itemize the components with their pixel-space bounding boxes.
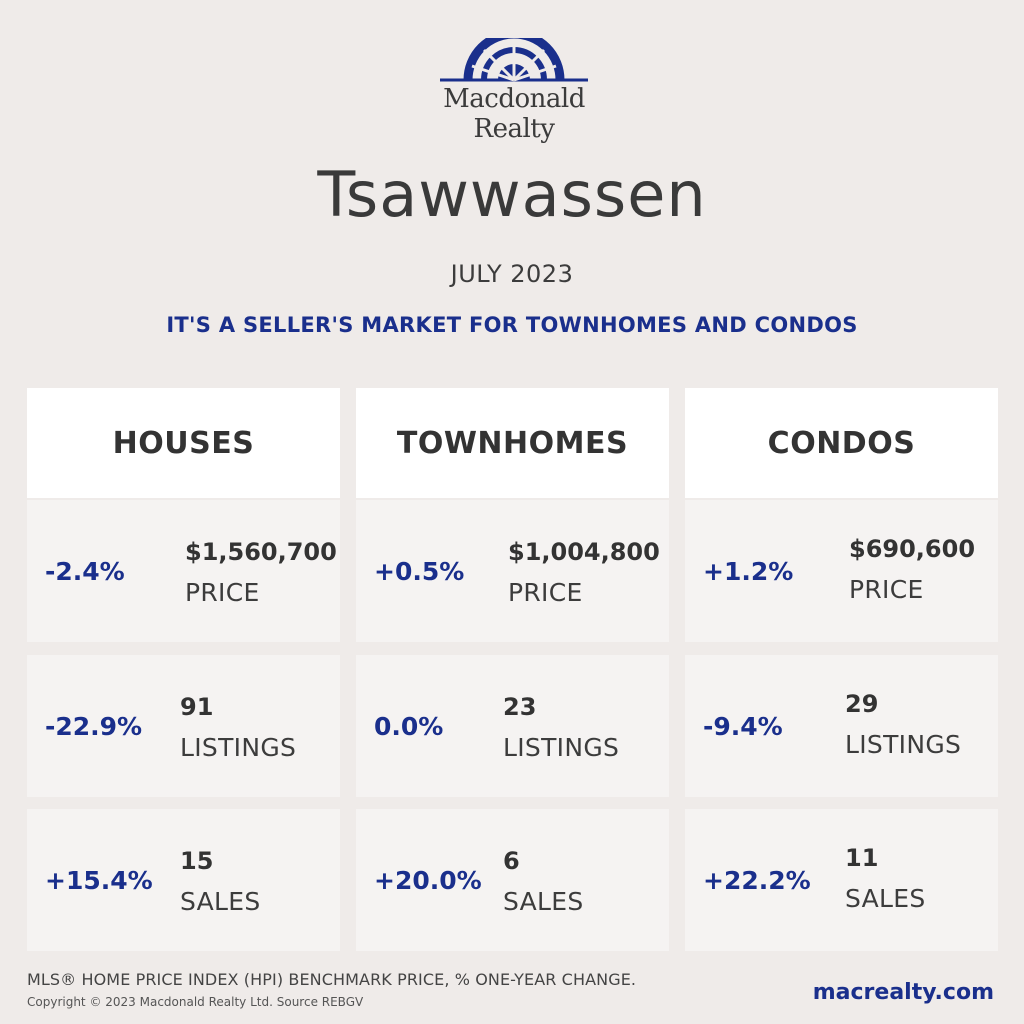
stat-card-price [685, 500, 998, 642]
stat-card-sales [356, 809, 669, 951]
brand-logo [440, 38, 588, 156]
column-townhomes [356, 388, 669, 498]
sales-value: 15 [180, 847, 214, 875]
listings-label: LISTINGS [180, 733, 297, 762]
stat-card-price [27, 500, 340, 642]
column-header: CONDOS [685, 388, 998, 498]
brand-name-line1: Macdonald [443, 84, 585, 114]
price-change: +1.2% [703, 556, 794, 586]
price-value: $690,600 [849, 535, 976, 563]
sales-change: +22.2% [703, 865, 811, 895]
listings-value: 23 [503, 693, 537, 721]
price-value: $1,560,700 [185, 538, 337, 566]
brand-name-line2: Realty [473, 114, 555, 144]
listings-change: -9.4% [703, 711, 783, 741]
stat-card-listings [685, 655, 998, 797]
sales-label: SALES [180, 887, 261, 916]
listings-change: 0.0% [374, 711, 444, 741]
website-link[interactable]: macrealty.com [812, 980, 994, 1005]
sales-change: +15.4% [45, 865, 153, 895]
stat-card-sales [27, 809, 340, 951]
page-title: Tsawwassen [317, 158, 707, 231]
sales-change: +20.0% [374, 865, 482, 895]
stat-card-price [356, 500, 669, 642]
listings-label: LISTINGS [503, 733, 620, 762]
column-houses [27, 388, 340, 498]
price-change: +0.5% [374, 556, 465, 586]
price-label: PRICE [185, 578, 260, 607]
market-headline: IT'S A SELLER'S MARKET FOR TOWNHOMES AND CONDOS [166, 313, 858, 337]
column-header: TOWNHOMES [356, 388, 669, 498]
sales-label: SALES [503, 887, 584, 916]
listings-label: LISTINGS [845, 730, 962, 759]
listings-value: 29 [845, 690, 879, 718]
sales-label: SALES [845, 884, 926, 913]
report-period: JULY 2023 [450, 260, 574, 288]
column-condos [685, 388, 998, 498]
sales-value: 6 [503, 847, 520, 875]
stat-card-listings [27, 655, 340, 797]
price-label: PRICE [508, 578, 583, 607]
column-header: HOUSES [27, 388, 340, 498]
price-label: PRICE [849, 575, 924, 604]
price-value: $1,004,800 [508, 538, 660, 566]
listings-value: 91 [180, 693, 214, 721]
sales-value: 11 [845, 844, 879, 872]
listings-change: -22.9% [45, 711, 143, 741]
sunburst-logo-icon [440, 38, 588, 84]
stat-card-sales [685, 809, 998, 951]
footnote: MLS® HOME PRICE INDEX (HPI) BENCHMARK PRICE, % ONE-YEAR CHANGE. [27, 970, 637, 989]
copyright: Copyright © 2023 Macdonald Realty Ltd. Source REBGV [27, 995, 364, 1009]
price-change: -2.4% [45, 556, 125, 586]
stat-card-listings [356, 655, 669, 797]
